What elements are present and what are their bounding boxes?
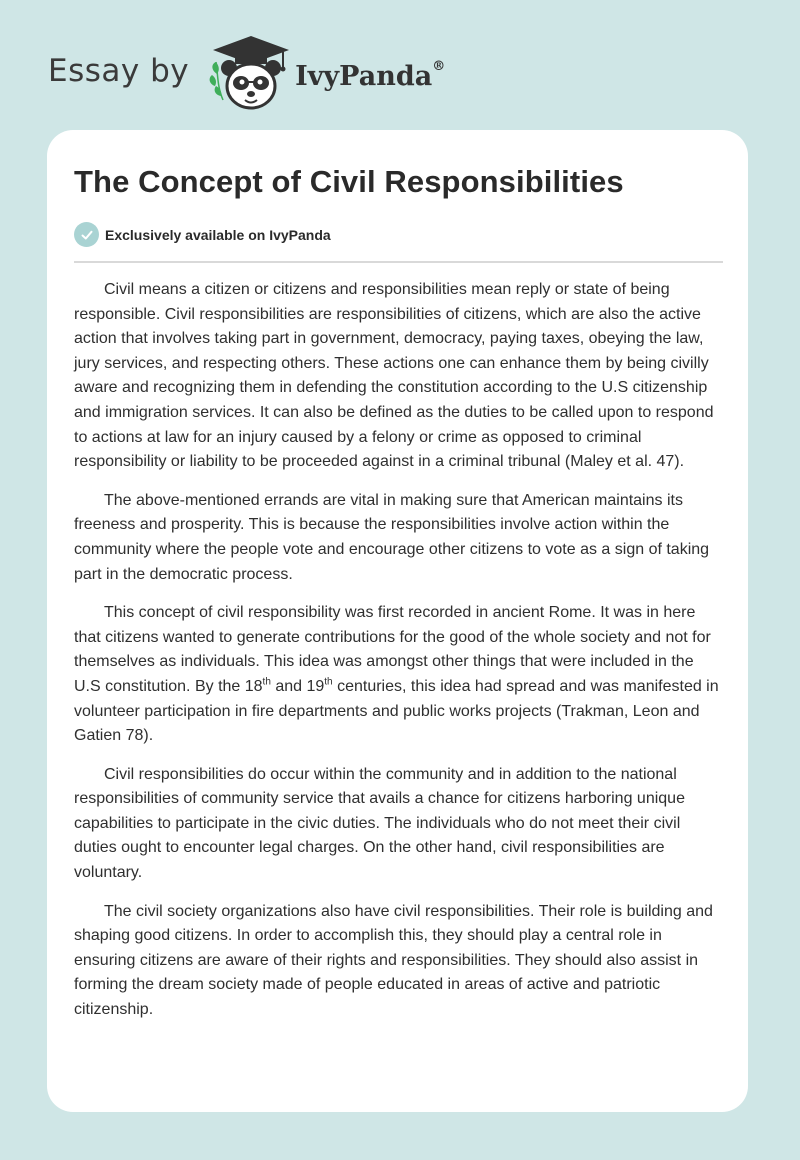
- article-body: [74, 278, 724, 1037]
- divider: [74, 261, 723, 263]
- page-title: The Concept of Civil Responsibilities: [74, 164, 624, 199]
- paragraph-3: This concept of civil responsibility was first recorded in ancient Rome. It was in here that citizens wanted to generate contributions for the good of the whole society and not for themselves as individuals. This idea was amongst other things that were included in the U.S constitution. By the 18th and 19th centuries, this idea had spread and was manifested in volunteer participation in fire departments and public works projects (Trakman, Leon and Gatien 78).: [74, 604, 719, 745]
- site-header: [48, 34, 445, 114]
- brand-name: IvyPanda®: [295, 58, 446, 92]
- paragraph-2: The above-mentioned errands are vital in making sure that American maintains its freeness and prosperity. This is because the responsibilities involve action within the community where the people vote and encourage other citizens to vote as a sign of taking part in the democratic process.: [74, 491, 710, 583]
- panda-graduate-icon: [207, 34, 291, 114]
- registered-mark: ®: [432, 58, 446, 74]
- ivypanda-logo[interactable]: [207, 34, 445, 114]
- paragraph-5: The civil society organizations also have civil responsibilities. Their role is building and shaping good citizens. In order to accomplish this, they should play a central role in ensuring citizens are aware of their rights and responsibilities. They should also assist in forming the dream society made of people educated in areas of active and patriotic citizenship.: [74, 902, 713, 1019]
- essay-by-label: Essay by: [48, 53, 190, 89]
- paragraph-1: Civil means a citizen or citizens and responsibilities mean reply or state of being responsible. Civil responsibilities are responsibilities of citizens, which are also the active action that involves taking part in government, democracy, paying taxes, obeying the law, jury services, and respecting others. These actions one can enhance them by being civilly aware and recognizing them in defending the constitution according to the U.S citizenship and immigration services. It can also be defined as the duties to be called upon to respond to actions at law for an injury caused by a felony or crime as opposed to criminal responsibility or liability to be proceeded against in a criminal tribunal (Maley et al. 47).: [74, 281, 714, 471]
- exclusive-badge: [74, 222, 331, 247]
- exclusive-badge-label: Exclusively available on IvyPanda: [105, 226, 331, 243]
- check-icon: [74, 222, 99, 247]
- paragraph-4: Civil responsibilities do occur within the community and in addition to the national responsibilities of community service that avails a chance for citizens harboring unique capabilities to participate in the civic duties. The individuals who do not meet their civil duties ought to encounter legal charges. On the other hand, civil responsibilities are voluntary.: [74, 765, 685, 882]
- article-card: [47, 130, 748, 1112]
